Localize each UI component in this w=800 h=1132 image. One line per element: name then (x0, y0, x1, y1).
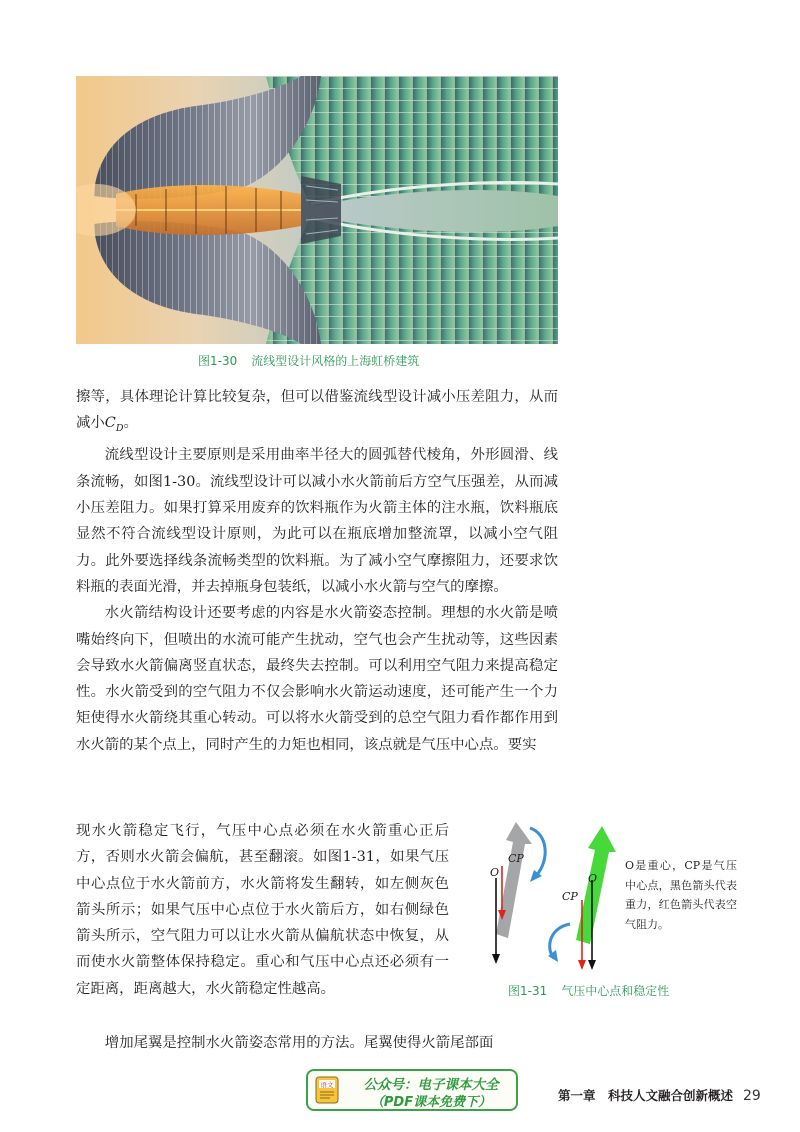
cd-letter: C (104, 415, 116, 432)
watermark-banner (306, 1069, 518, 1111)
book-icon (315, 1076, 339, 1104)
paragraph-tail-fins (76, 1030, 558, 1056)
building-photo (76, 76, 558, 344)
paragraph-attitude-control: 水火箭结构设计还要考虑的内容是水火箭姿态控制。理想的水火箭是喷嘴始终向下，但喷出的水流可能产生扰动，空气也会产生扰动等，这些因素会导致水火箭偏离竖直状态，最终失去控制。可以利用空气阻力来提高稳定性。水火箭受到的空气阻力不仅会影响水火箭运动速度，还可能产生一个力矩使得水火箭绕其重心转动。可以将水火箭受到的总空气阻力看作都作用到水火箭的某个点上，同时产生的力矩也相同，该点就是气压中心点。要实 (76, 605, 558, 753)
figure-1-31-number: 图1-31 (508, 984, 548, 998)
chapter-title: 第一章 科技人文融合创新概述 (558, 1088, 734, 1103)
figure-1-31-legend: O是重心，CP是气压中心点，黑色箭头代表重力，红色箭头代表空气阻力。 (625, 859, 737, 931)
paragraph-continuation (76, 384, 558, 442)
banner-line-1: 公众号：电子课本大全 (363, 1077, 499, 1093)
figure-1-31-diagram (478, 820, 618, 975)
cd-symbol (104, 415, 124, 435)
blue-curve-left (530, 828, 545, 876)
figure-1-30-caption (198, 352, 419, 369)
book-logo-text: 语文 (320, 1081, 334, 1089)
figure-1-31-title: 气压中心点和稳定性 (561, 984, 670, 998)
paragraph-streamline: 流线型设计主要原则是采用曲率半径大的圆弧替代棱角，外形圆滑、线条流畅，如图1-30。流线型设计可以减小水火箭前后方空气压强差，从而减小压差阻力。如果打算采用废弃的饮料瓶作为火箭主体的注水瓶，饮料瓶底显然不符合流线型设计原则，为此可以在瓶底增加整流罩，以减小空气阻力。此外要选择线条流畅类型的饮料瓶。为了减小空气摩擦阻力，还要求饮料瓶的表面光滑，并去掉瓶身包装纸，以减小水火箭与空气的摩擦。 (76, 447, 558, 595)
cp-label-right: CP (562, 890, 578, 903)
banner-line-2: （PDF课本免费下） (370, 1095, 492, 1110)
page-footer (558, 1086, 761, 1104)
figure-1-31-caption (508, 982, 669, 999)
paragraph-text: 擦等，具体理论计算比较复杂，但可以借鉴流线型设计减小压差阻力，从而减小 (76, 389, 558, 432)
figure-1-30-number: 图1-30 (198, 354, 238, 368)
cd-suffix: 。 (123, 415, 138, 432)
figure-1-30-title: 流线型设计风格的上海虹桥建筑 (251, 354, 420, 368)
o-label-right: O (588, 872, 598, 885)
main-text-block (76, 384, 558, 758)
stability-arrows (478, 820, 618, 975)
o-label-left: O (490, 866, 500, 879)
building-illustration (76, 76, 558, 344)
paragraph-stability: 现水火箭稳定飞行，气压中心点必须在水火箭重心正后方，否则水火箭会偏航，甚至翻滚。如图1-31，如果气压中心点位于水火箭前方，水火箭将发生翻转，如左侧灰色箭头所示；如果气压中心点位于水火箭后方，如右侧绿色箭头所示，空气阻力可以让水火箭从偏航状态中恢复，从而使水火箭整体保持稳定。重心和气压中心点还必须有一定距离，距离越大，水火箭稳定性越高。 (76, 823, 449, 997)
cd-subscript: D (115, 423, 124, 435)
page-number: 29 (743, 1088, 761, 1104)
cp-label-left: CP (508, 852, 524, 865)
paragraph-tail-text: 增加尾翼是控制水火箭姿态常用的方法。尾翼使得火箭尾部面 (104, 1035, 494, 1051)
